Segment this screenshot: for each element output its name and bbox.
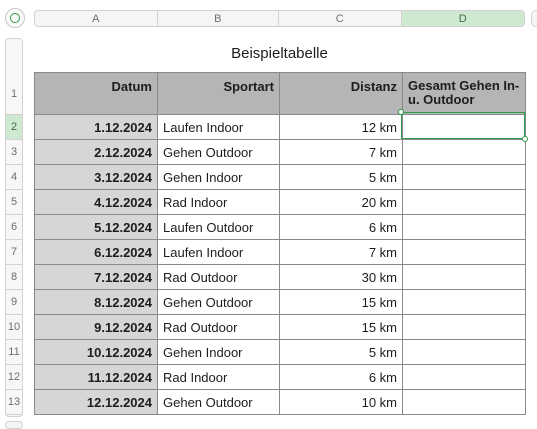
table-row bbox=[35, 190, 526, 215]
table-row bbox=[35, 390, 526, 415]
cell-gesamt[interactable] bbox=[403, 240, 526, 265]
cell-sportart[interactable]: Gehen Outdoor bbox=[158, 290, 280, 315]
table-row bbox=[35, 340, 526, 365]
row-header[interactable]: 1 bbox=[6, 73, 22, 115]
cell-sportart[interactable]: Gehen Indoor bbox=[158, 340, 280, 365]
cell-gesamt[interactable] bbox=[403, 390, 526, 415]
cell-distanz[interactable]: 7 km bbox=[280, 240, 403, 265]
table-row bbox=[35, 215, 526, 240]
header-sportart[interactable]: Sportart bbox=[158, 73, 280, 115]
row-header[interactable]: 2 bbox=[6, 115, 22, 140]
table-title[interactable]: Beispieltabelle bbox=[231, 45, 328, 62]
cell-gesamt[interactable] bbox=[403, 315, 526, 340]
row-header[interactable]: 8 bbox=[6, 265, 22, 290]
cell-datum[interactable]: 4.12.2024 bbox=[35, 190, 158, 215]
cell-distanz[interactable]: 6 km bbox=[280, 365, 403, 390]
cell-distanz[interactable]: 6 km bbox=[280, 215, 403, 240]
cell-datum[interactable]: 5.12.2024 bbox=[35, 215, 158, 240]
cell-sportart[interactable]: Gehen Outdoor bbox=[158, 140, 280, 165]
row-header[interactable]: 7 bbox=[6, 240, 22, 265]
selection-handle[interactable] bbox=[398, 109, 404, 115]
column-header-b[interactable]: B bbox=[158, 11, 280, 26]
column-header-d[interactable]: D bbox=[402, 11, 525, 26]
cell-sportart[interactable]: Laufen Outdoor bbox=[158, 215, 280, 240]
cell-distanz[interactable]: 15 km bbox=[280, 290, 403, 315]
cell-distanz[interactable]: 10 km bbox=[280, 390, 403, 415]
cell-datum[interactable]: 11.12.2024 bbox=[35, 365, 158, 390]
cell-distanz[interactable]: 7 km bbox=[280, 140, 403, 165]
cell-distanz[interactable]: 5 km bbox=[280, 340, 403, 365]
cell-sportart[interactable]: Gehen Outdoor bbox=[158, 390, 280, 415]
cell-distanz[interactable]: 5 km bbox=[280, 165, 403, 190]
cell-distanz[interactable]: 12 km bbox=[280, 115, 403, 140]
table-row bbox=[35, 365, 526, 390]
header-row bbox=[35, 73, 526, 115]
row-header[interactable]: 11 bbox=[6, 340, 22, 365]
cell-gesamt[interactable] bbox=[403, 140, 526, 165]
row-header-bar bbox=[5, 38, 23, 417]
table-row bbox=[35, 265, 526, 290]
cell-distanz[interactable]: 20 km bbox=[280, 190, 403, 215]
cell-sportart[interactable]: Rad Outdoor bbox=[158, 315, 280, 340]
row-bar-end bbox=[5, 421, 23, 429]
cell-sportart[interactable]: Laufen Indoor bbox=[158, 115, 280, 140]
table-row bbox=[35, 140, 526, 165]
cell-datum[interactable]: 2.12.2024 bbox=[35, 140, 158, 165]
row-header[interactable]: 4 bbox=[6, 165, 22, 190]
row-header[interactable]: 10 bbox=[6, 315, 22, 340]
row-header[interactable]: 5 bbox=[6, 190, 22, 215]
column-header-bar bbox=[34, 10, 525, 27]
cell-gesamt[interactable] bbox=[403, 215, 526, 240]
cell-gesamt[interactable] bbox=[403, 190, 526, 215]
cell-distanz[interactable]: 15 km bbox=[280, 315, 403, 340]
cell-sportart[interactable]: Rad Indoor bbox=[158, 190, 280, 215]
table-row bbox=[35, 165, 526, 190]
column-bar-end bbox=[531, 10, 537, 27]
circle-icon bbox=[10, 13, 20, 23]
cell-gesamt[interactable] bbox=[403, 115, 526, 140]
cell-datum[interactable]: 7.12.2024 bbox=[35, 265, 158, 290]
select-all-button[interactable] bbox=[5, 8, 25, 28]
cell-gesamt[interactable] bbox=[403, 365, 526, 390]
row-header[interactable]: 9 bbox=[6, 290, 22, 315]
header-gesamt[interactable]: Gesamt Gehen In- u. Outdoor bbox=[403, 73, 526, 115]
cell-gesamt[interactable] bbox=[403, 265, 526, 290]
cell-datum[interactable]: 10.12.2024 bbox=[35, 340, 158, 365]
row-header[interactable]: 13 bbox=[6, 390, 22, 415]
row-header[interactable]: 12 bbox=[6, 365, 22, 390]
data-table bbox=[34, 72, 526, 415]
table-row bbox=[35, 115, 526, 140]
cell-datum[interactable]: 8.12.2024 bbox=[35, 290, 158, 315]
cell-datum[interactable]: 9.12.2024 bbox=[35, 315, 158, 340]
cell-sportart[interactable]: Rad Outdoor bbox=[158, 265, 280, 290]
column-header-c[interactable]: C bbox=[279, 11, 402, 26]
cell-datum[interactable]: 6.12.2024 bbox=[35, 240, 158, 265]
cell-gesamt[interactable] bbox=[403, 165, 526, 190]
cell-sportart[interactable]: Rad Indoor bbox=[158, 365, 280, 390]
cell-datum[interactable]: 3.12.2024 bbox=[35, 165, 158, 190]
selection-handle[interactable] bbox=[522, 136, 528, 142]
table-row bbox=[35, 290, 526, 315]
row-header[interactable]: 6 bbox=[6, 215, 22, 240]
cell-datum[interactable]: 12.12.2024 bbox=[35, 390, 158, 415]
cell-gesamt[interactable] bbox=[403, 290, 526, 315]
table-row bbox=[35, 240, 526, 265]
cell-distanz[interactable]: 30 km bbox=[280, 265, 403, 290]
column-header-a[interactable]: A bbox=[35, 11, 158, 26]
header-distanz[interactable]: Distanz bbox=[280, 73, 403, 115]
cell-sportart[interactable]: Laufen Indoor bbox=[158, 240, 280, 265]
header-datum[interactable]: Datum bbox=[35, 73, 158, 115]
cell-sportart[interactable]: Gehen Indoor bbox=[158, 165, 280, 190]
cell-datum[interactable]: 1.12.2024 bbox=[35, 115, 158, 140]
cell-gesamt[interactable] bbox=[403, 340, 526, 365]
row-header[interactable]: 3 bbox=[6, 140, 22, 165]
table-row bbox=[35, 315, 526, 340]
